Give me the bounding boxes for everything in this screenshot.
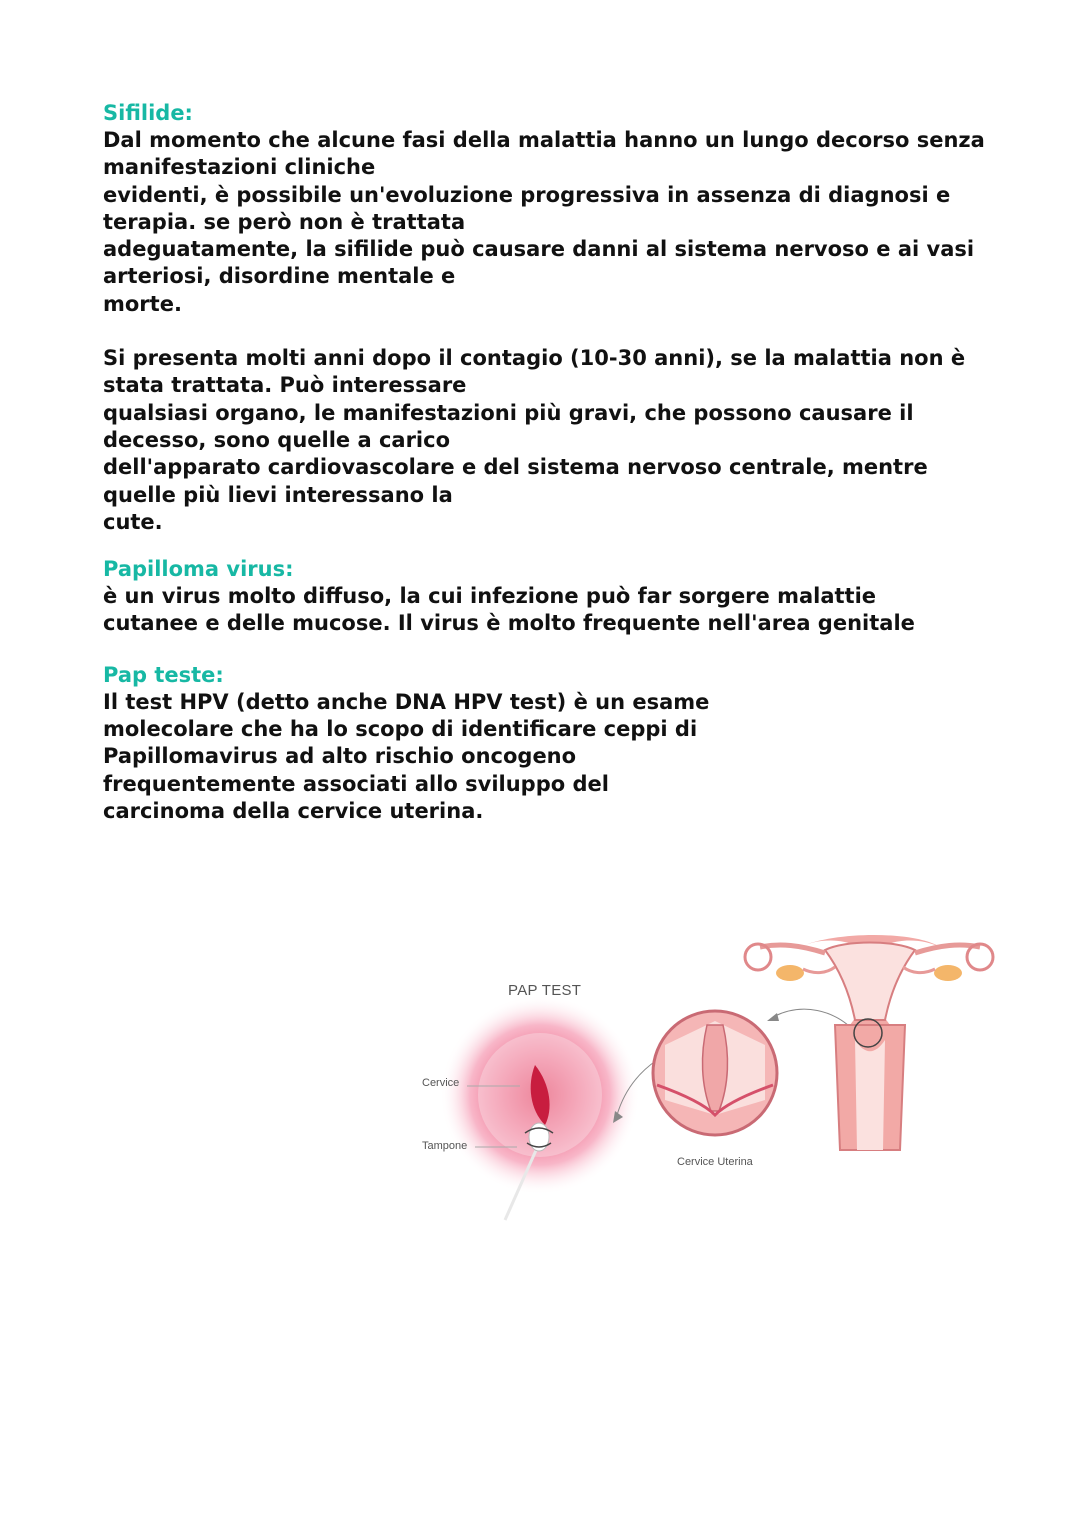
text-line: Dal momento che alcune fasi della malattia hanno un lungo decorso senza [103,128,985,152]
section-heading: Pap teste: [103,662,224,687]
text-line: frequentemente associati allo sviluppo del [103,771,609,796]
text-line: decesso, sono quelle a carico [103,427,451,452]
text-line: dell'apparato cardiovascolare e del sistema nervoso centrale, mentre [103,455,928,480]
pap-test-illustration [395,925,995,1225]
uterus-diagram [745,935,993,1150]
figure-title: PAP TEST [508,982,582,999]
text-line: terapia. se però non è trattata [103,209,466,234]
document-content [103,100,983,825]
text-line: è un virus molto diffuso, la cui infezione può far sorgere malattie [103,584,877,609]
paragraph [103,345,983,536]
label-cervice: Cervice [422,1077,460,1089]
text-line: manifestazioni cliniche [103,155,376,180]
text-line: Papillomavirus ad alto rischio oncogeno [103,744,577,769]
text-line: morte. [103,291,182,316]
text-line: qualsiasi organo, le manifestazioni più gravi, che possono causare il [103,400,914,425]
label-tampone: Tampone [422,1140,468,1152]
text-line: adeguatamente, la sifilide può causare danni al sistema nervoso e ai vasi [103,237,975,262]
section-pap-teste [103,662,983,825]
section-papilloma-virus [103,556,983,638]
text-line: molecolare che ha lo scopo di identificare ceppi di [103,717,698,742]
text-line: stata trattata. Può interessare [103,373,467,398]
label-cervice-uterina: Cervice Uterina [677,1156,753,1168]
text-line: quelle più lievi interessano la [103,482,453,507]
paragraph [103,583,983,638]
section-sifilide [103,100,983,536]
section-heading: Sifilide: [103,101,193,125]
text-line: arteriosi, disordine mentale e [103,264,456,289]
text-line: Si presenta molti anni dopo il contagio (10-30 anni), se la malattia non è [103,346,966,371]
illustration-graphic [395,925,995,1225]
paragraph [103,689,983,825]
section-heading: Papilloma virus: [103,557,294,582]
paragraph [103,127,983,318]
text-line: Il test HPV (detto anche DNA HPV test) è un esame [103,689,710,714]
text-line: carcinoma della cervice uterina. [103,798,484,823]
text-line: evidenti, è possibile un'evoluzione progressiva in assenza di diagnosi e [103,182,951,207]
text-line: cute. [103,509,163,534]
text-line: cutanee e delle mucose. Il virus è molto frequente nell'area genitale [103,611,915,636]
